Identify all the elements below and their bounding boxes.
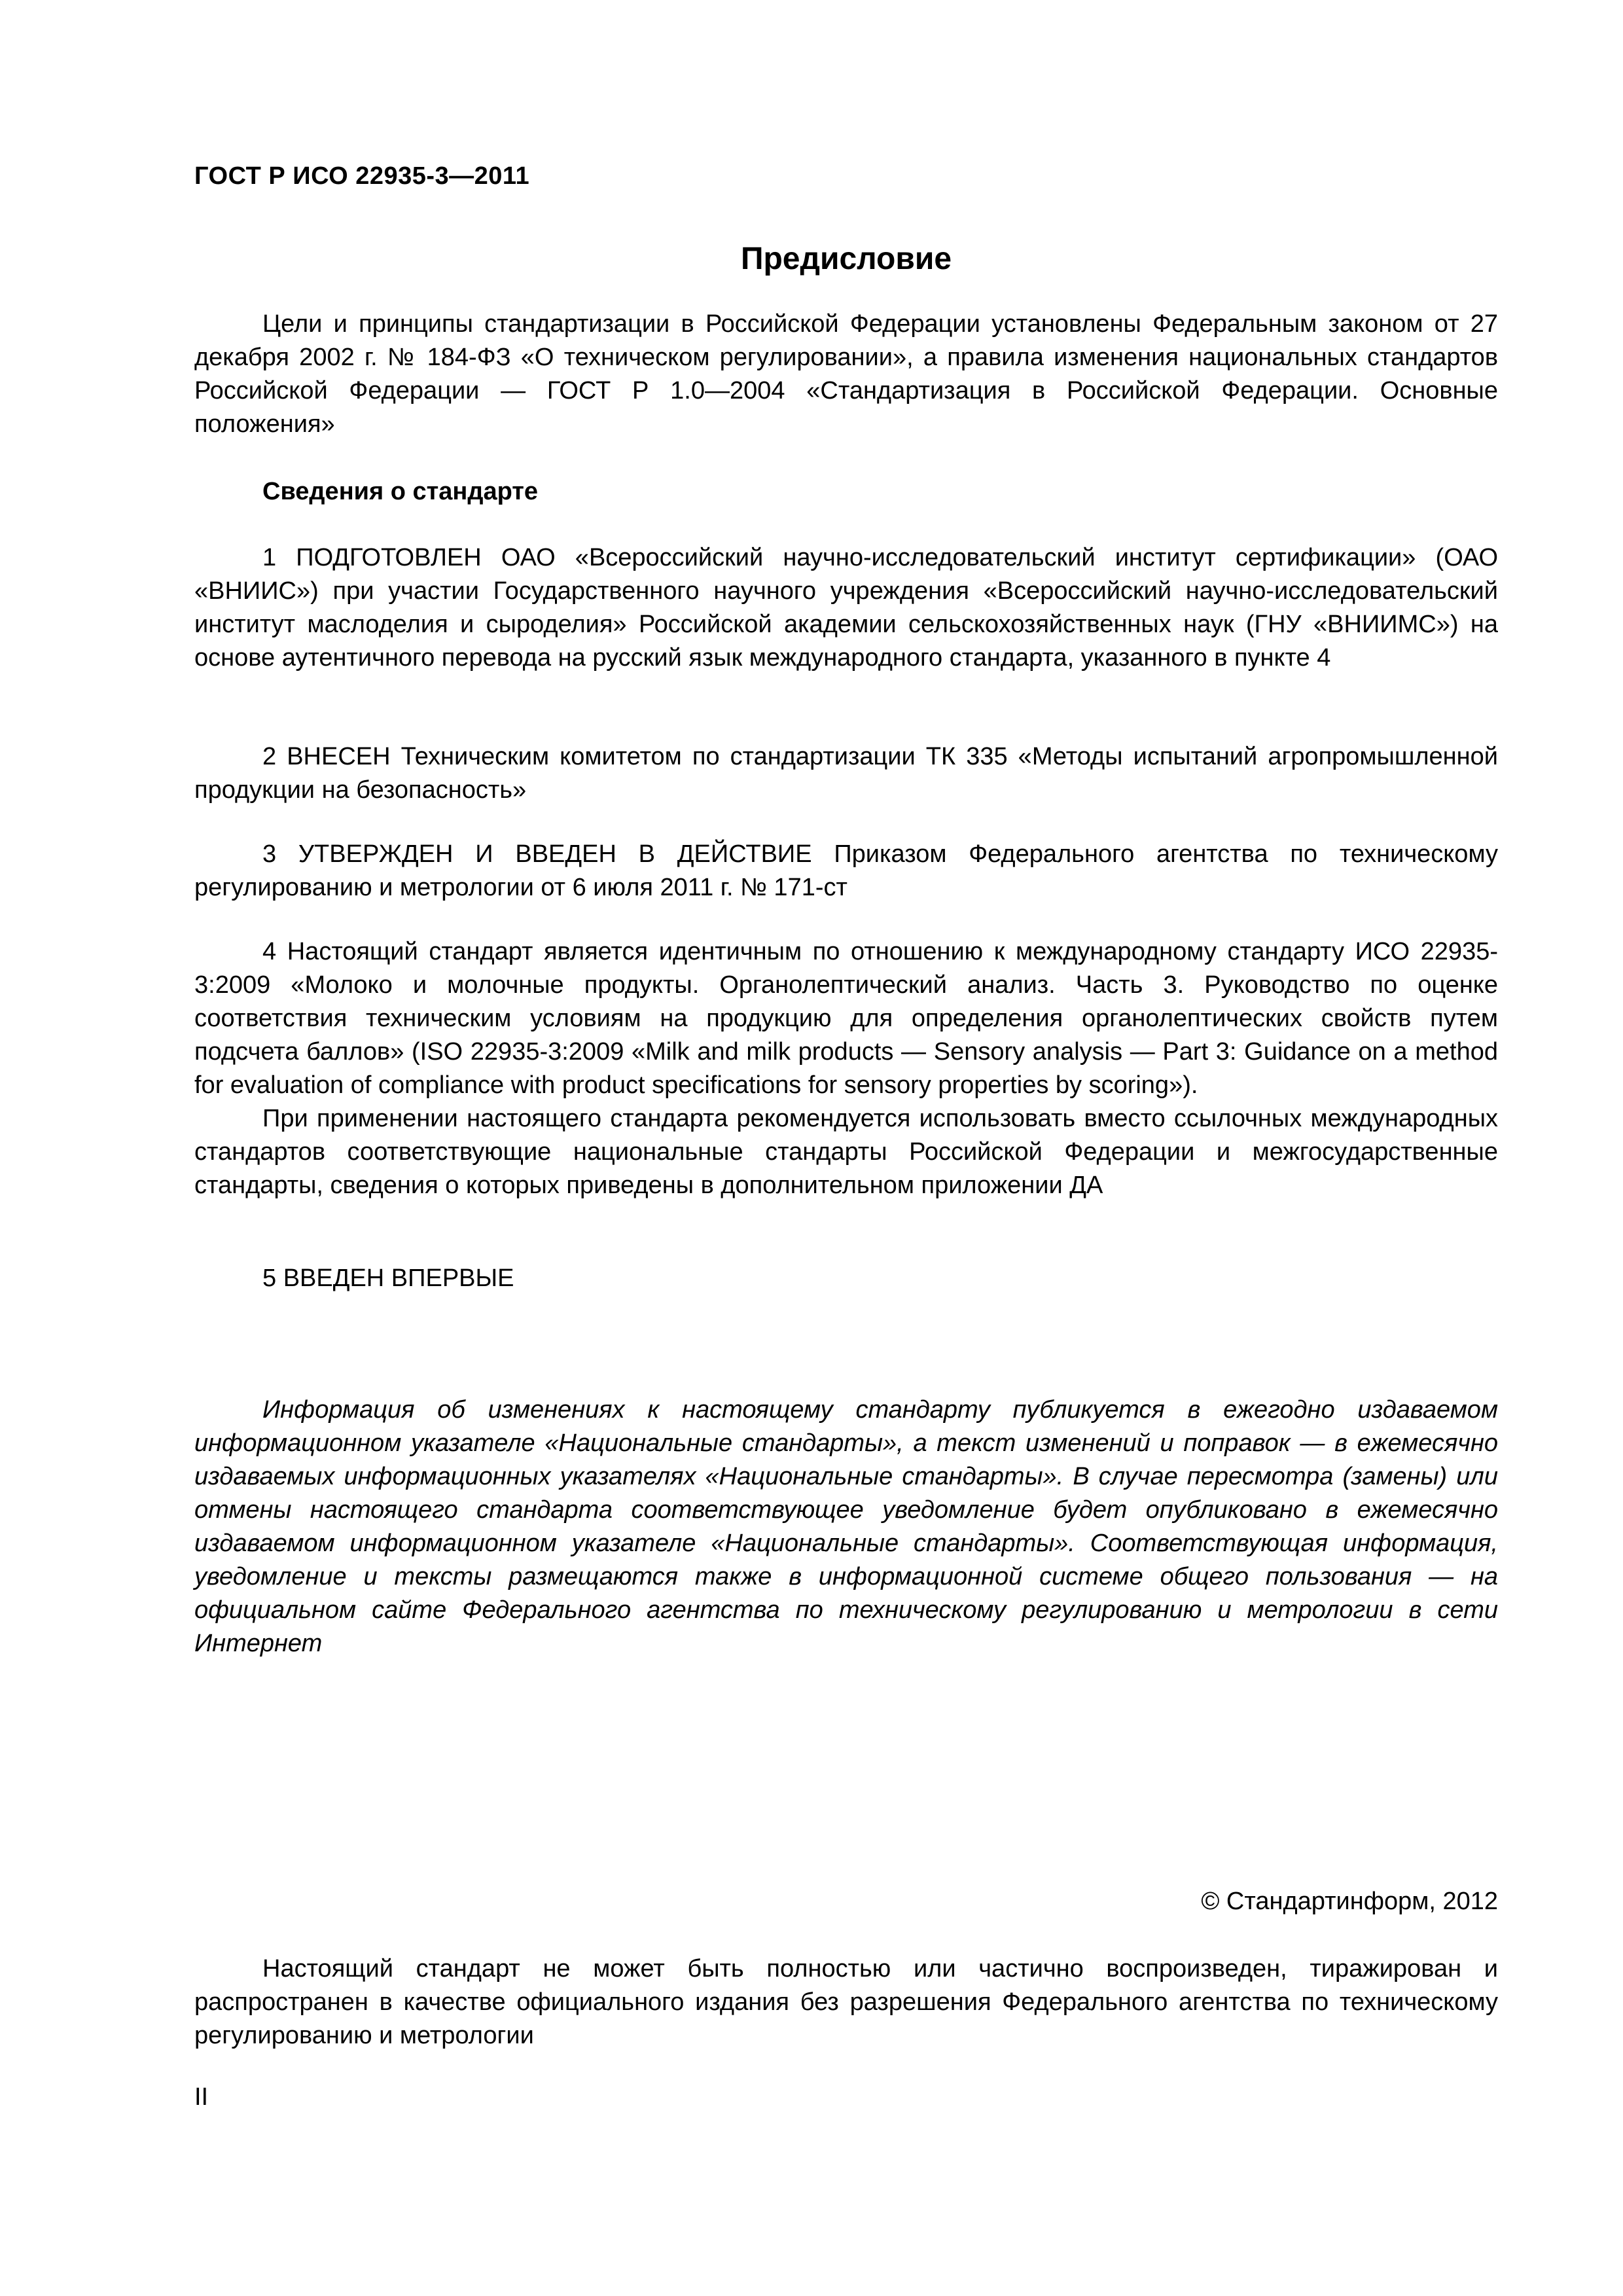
page-title: Предисловие: [740, 242, 952, 276]
reproduction-notice-block: [194, 1952, 1498, 2053]
item-4-block: [194, 935, 1498, 1202]
changes-notice-block: [194, 1393, 1498, 1660]
copyright-line: © Стандартинформ, 2012: [1201, 1888, 1498, 1915]
item-5-paragraph: 5 ВВЕДЕН ВПЕРВЫЕ: [262, 1265, 514, 1292]
item-5-block: [194, 1262, 1498, 1295]
item-1-paragraph: 1 ПОДГОТОВЛЕН ОАО «Всероссийский научно-исследовательский институт сертификации» (ОАО «ВНИИС») при участии Государственного научного учреждения «Всероссийский научно-исследовательский институт маслоделия и сыроделия» Российской академии сельскохозяйственных наук (ГНУ «ВНИИМС») на основе аутентичного перевода на русский язык международного стандарта, указанного в пункте 4: [194, 544, 1498, 672]
standard-info-heading: Сведения о стандарте: [262, 478, 539, 505]
reproduction-notice-paragraph: Настоящий стандарт не может быть полностью или частично воспроизведен, тиражирован и распространен в качестве официального издания без разрешения Федерального агентства по техническому регулированию и метрологии: [194, 1955, 1498, 2049]
intro-block: [194, 308, 1498, 441]
item-4-paragraph: 4 Настоящий стандарт является идентичным по отношению к международному стандарту ИСО 22935-3:2009 «Молоко и молочные продукты. Органолептический анализ. Часть 3. Руководство по оценке соответствия техническим условиям на продукцию для определения органолептических свойств путем подсчета баллов» (ISO 22935-3:2009 «Milk and milk products — Sensory analysis — Part 3: Guidance on a method for evaluation of compliance with product specifications for sensory properties by scoring»).: [194, 938, 1498, 1099]
page-number: II: [194, 2083, 209, 2111]
item-3-paragraph: 3 УТВЕРЖДЕН И ВВЕДЕН В ДЕЙСТВИЕ Приказом Федерального агентства по техническому регулированию и метрологии от 6 июля 2011 г. № 171-ст: [194, 840, 1498, 901]
item-4-note-paragraph: При применении настоящего стандарта рекомендуется использовать вместо ссылочных международных стандартов соответствующие национальные стандарты Российской Федерации и межгосударственные стандарты, сведения о которых приведены в дополнительном приложении ДА: [194, 1105, 1498, 1199]
changes-notice-paragraph: Информация об изменениях к настоящему стандарту публикуется в ежегодно издаваемом информационном указателе «Национальные стандарты», а текст изменений и поправок — в ежемесячно издаваемых информационных указателях «Национальные стандарты». В случае пересмотра (замены) или отмены настоящего стандарта соответствующее уведомление будет опубликовано в ежемесячно издаваемом информационном указателе «Национальные стандарты». Соответствующая информация, уведомление и тексты размещаются также в информационной системе общего пользования — на официальном сайте Федерального агентства по техническому регулированию и метрологии в сети Интернет: [194, 1396, 1498, 1657]
item-2-paragraph: 2 ВНЕСЕН Техническим комитетом по стандартизации ТК 335 «Методы испытаний агропромышленной продукции на безопасность»: [194, 743, 1498, 804]
intro-paragraph: Цели и принципы стандартизации в Российской Федерации установлены Федеральным законом от 27 декабря 2002 г. № 184-ФЗ «О техническом регулировании», а правила изменения национальных стандартов Российской Федерации — ГОСТ Р 1.0—2004 «Стандартизация в Российской Федерации. Основные положения»: [194, 310, 1498, 438]
document-code-header: ГОСТ Р ИСО 22935-3—2011: [194, 162, 530, 190]
item-3-block: [194, 838, 1498, 905]
item-1-block: [194, 541, 1498, 675]
item-2-block: [194, 740, 1498, 807]
